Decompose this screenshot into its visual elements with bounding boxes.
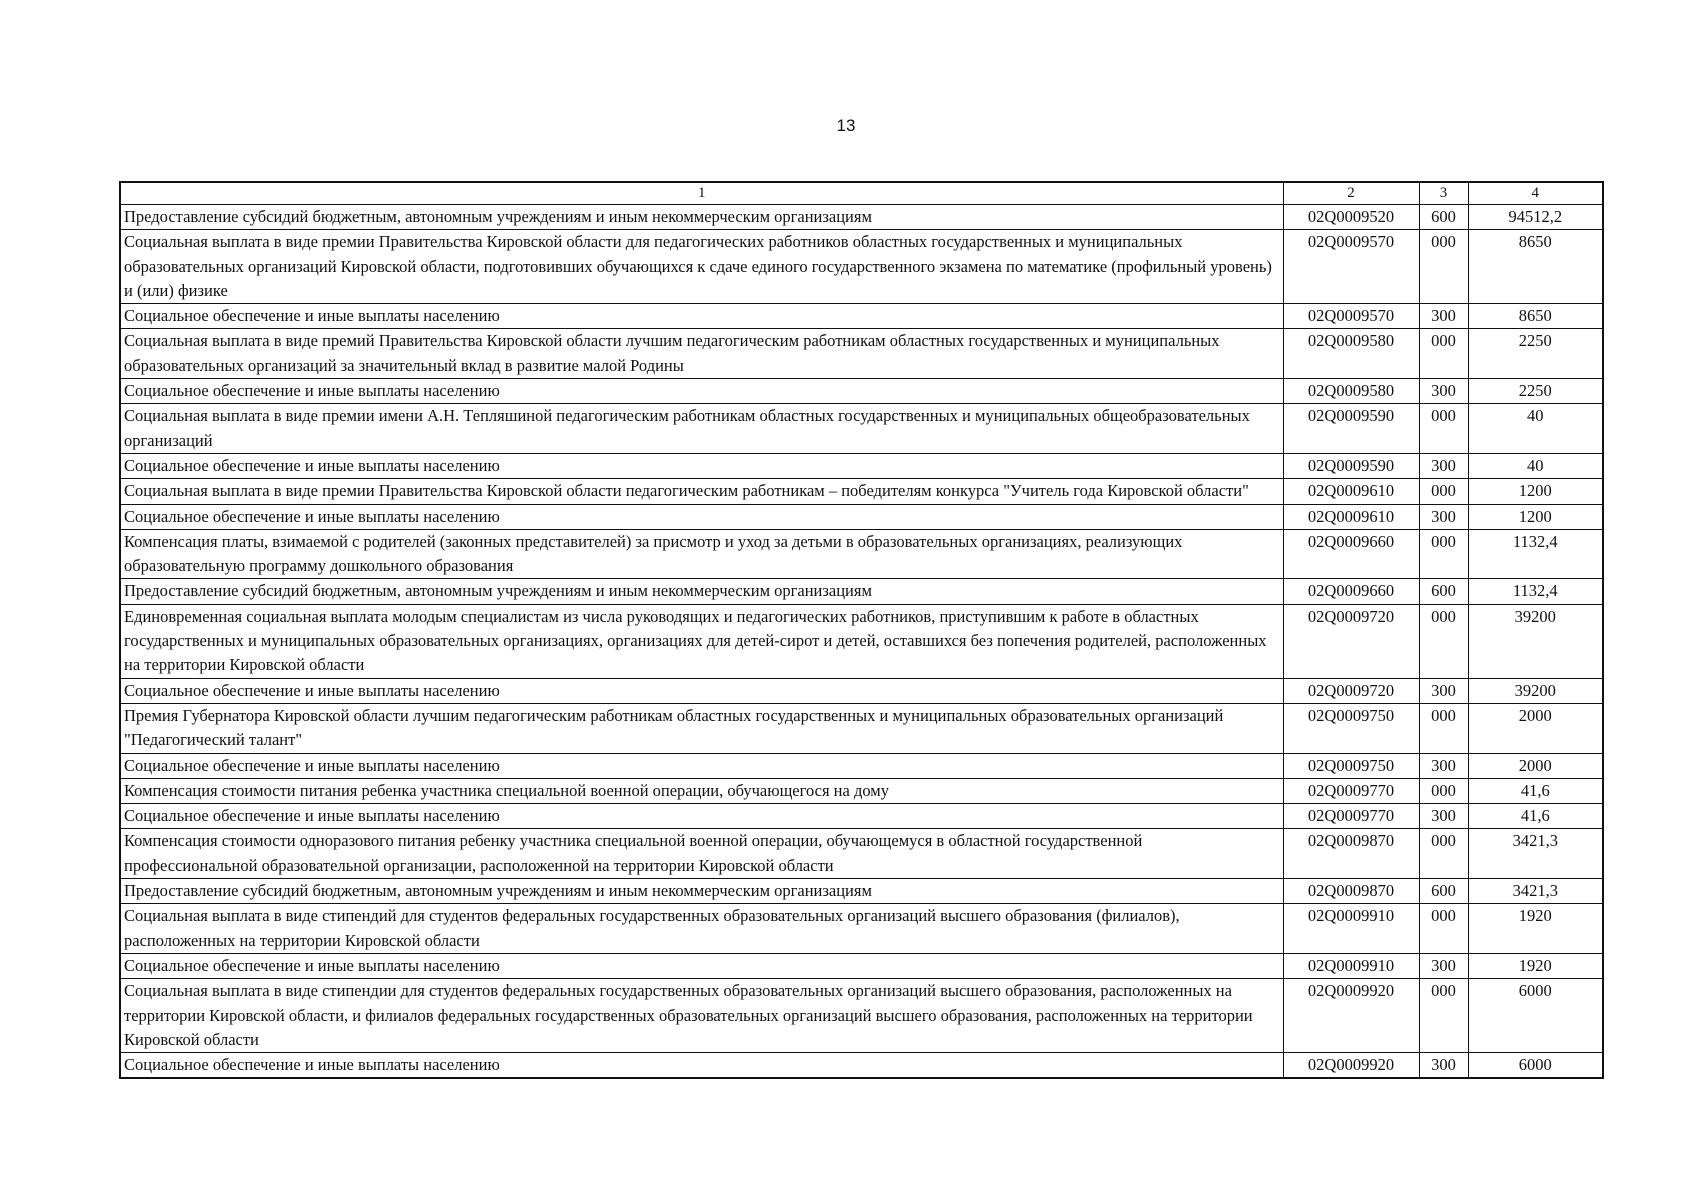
page-number: 13 [836, 116, 856, 135]
table-row [120, 304, 1603, 329]
row-code-cell: 02Q0009570 [1283, 304, 1419, 329]
row-code-cell: 02Q0009660 [1283, 529, 1419, 579]
table-body [120, 205, 1603, 1079]
row-amount-cell: 6000 [1468, 979, 1603, 1053]
row-type-cell: 300 [1419, 804, 1468, 829]
row-type-cell: 000 [1419, 703, 1468, 753]
table-row [120, 504, 1603, 529]
row-name-cell: Предоставление субсидий бюджетным, автономным учреждениям и иным некоммерческим организациям [120, 879, 1283, 904]
table-row [120, 230, 1603, 304]
row-name-cell: Социальное обеспечение и иные выплаты населению [120, 504, 1283, 529]
header-cell-1: 1 [120, 182, 1283, 205]
row-amount-cell: 2000 [1468, 703, 1603, 753]
row-amount-cell: 1132,4 [1468, 579, 1603, 604]
row-code-cell: 02Q0009910 [1283, 904, 1419, 954]
row-code-cell: 02Q0009720 [1283, 678, 1419, 703]
row-type-cell: 000 [1419, 479, 1468, 504]
row-code-cell: 02Q0009610 [1283, 504, 1419, 529]
row-code-cell: 02Q0009590 [1283, 404, 1419, 454]
row-type-cell: 300 [1419, 953, 1468, 978]
row-name-cell: Компенсация платы, взимаемой с родителей (законных представителей) за присмотр и уход за детьми в образовательных организациях, реализующих образовательную программу дошкольного образования [120, 529, 1283, 579]
row-name-cell: Компенсация стоимости питания ребенка участника специальной военной операции, обучающегося на дому [120, 778, 1283, 803]
table-row [120, 979, 1603, 1053]
row-name-cell: Социальная выплата в виде стипендий для студентов федеральных государственных образовательных организаций высшего образования (филиалов), расположенных на территории Кировской области [120, 904, 1283, 954]
row-name-cell: Социальное обеспечение и иные выплаты населению [120, 304, 1283, 329]
row-type-cell: 300 [1419, 1053, 1468, 1079]
row-name-cell: Социальное обеспечение и иные выплаты населению [120, 1053, 1283, 1079]
row-type-cell: 000 [1419, 604, 1468, 678]
row-code-cell: 02Q0009750 [1283, 753, 1419, 778]
row-code-cell: 02Q0009770 [1283, 778, 1419, 803]
row-amount-cell: 41,6 [1468, 778, 1603, 803]
row-type-cell: 000 [1419, 404, 1468, 454]
table-row [120, 404, 1603, 454]
table-row [120, 329, 1603, 379]
table-row [120, 953, 1603, 978]
header-cell-2: 2 [1283, 182, 1419, 205]
row-name-cell: Социальное обеспечение и иные выплаты населению [120, 379, 1283, 404]
table-row [120, 804, 1603, 829]
row-amount-cell: 8650 [1468, 230, 1603, 304]
row-type-cell: 000 [1419, 829, 1468, 879]
row-type-cell: 000 [1419, 329, 1468, 379]
row-amount-cell: 40 [1468, 404, 1603, 454]
row-type-cell: 300 [1419, 678, 1468, 703]
table-row [120, 1053, 1603, 1079]
row-amount-cell: 39200 [1468, 678, 1603, 703]
row-amount-cell: 6000 [1468, 1053, 1603, 1079]
row-type-cell: 300 [1419, 304, 1468, 329]
row-type-cell: 000 [1419, 230, 1468, 304]
row-amount-cell: 39200 [1468, 604, 1603, 678]
table-row [120, 904, 1603, 954]
row-code-cell: 02Q0009660 [1283, 579, 1419, 604]
row-code-cell: 02Q0009920 [1283, 979, 1419, 1053]
row-name-cell: Социальное обеспечение и иные выплаты населению [120, 453, 1283, 478]
row-amount-cell: 1920 [1468, 904, 1603, 954]
row-code-cell: 02Q0009580 [1283, 379, 1419, 404]
table-row [120, 879, 1603, 904]
row-type-cell: 600 [1419, 879, 1468, 904]
row-type-cell: 300 [1419, 379, 1468, 404]
row-type-cell: 000 [1419, 979, 1468, 1053]
row-amount-cell: 1200 [1468, 479, 1603, 504]
row-amount-cell: 1132,4 [1468, 529, 1603, 579]
row-amount-cell: 41,6 [1468, 804, 1603, 829]
table-row [120, 703, 1603, 753]
table-row [120, 529, 1603, 579]
row-code-cell: 02Q0009920 [1283, 1053, 1419, 1079]
row-code-cell: 02Q0009870 [1283, 879, 1419, 904]
row-code-cell: 02Q0009580 [1283, 329, 1419, 379]
table-row [120, 753, 1603, 778]
row-code-cell: 02Q0009520 [1283, 205, 1419, 230]
row-amount-cell: 2250 [1468, 379, 1603, 404]
table-row [120, 379, 1603, 404]
row-type-cell: 600 [1419, 205, 1468, 230]
budget-table [119, 181, 1604, 1079]
row-name-cell: Социальная выплата в виде премии Правительства Кировской области педагогическим работникам – победителям конкурса "Учитель года Кировской области" [120, 479, 1283, 504]
row-amount-cell: 1920 [1468, 953, 1603, 978]
row-name-cell: Социальное обеспечение и иные выплаты населению [120, 678, 1283, 703]
table-row [120, 604, 1603, 678]
row-type-cell: 000 [1419, 529, 1468, 579]
row-type-cell: 300 [1419, 753, 1468, 778]
row-code-cell: 02Q0009590 [1283, 453, 1419, 478]
row-code-cell: 02Q0009750 [1283, 703, 1419, 753]
table-row [120, 678, 1603, 703]
header-cell-4: 4 [1468, 182, 1603, 205]
row-amount-cell: 3421,3 [1468, 879, 1603, 904]
row-name-cell: Премия Губернатора Кировской области лучшим педагогическим работникам областных государственных и муниципальных образовательных организаций "Педагогический талант" [120, 703, 1283, 753]
row-code-cell: 02Q0009870 [1283, 829, 1419, 879]
table-header-row [120, 182, 1603, 205]
row-name-cell: Компенсация стоимости одноразового питания ребенку участника специальной военной операции, обучающемуся в областной государственной профессиональной образовательной организации, расположенной на территории Кировской области [120, 829, 1283, 879]
row-amount-cell: 40 [1468, 453, 1603, 478]
row-name-cell: Социальное обеспечение и иные выплаты населению [120, 753, 1283, 778]
row-name-cell: Предоставление субсидий бюджетным, автономным учреждениям и иным некоммерческим организациям [120, 579, 1283, 604]
row-name-cell: Социальное обеспечение и иные выплаты населению [120, 804, 1283, 829]
row-name-cell: Социальное обеспечение и иные выплаты населению [120, 953, 1283, 978]
row-name-cell: Социальная выплата в виде премии Правительства Кировской области для педагогических работников областных государственных и муниципальных образовательных организаций Кировской области, подготовивших обучающихся к сдаче единого государственного экзамена по математике (профильный уровень) и (или) физике [120, 230, 1283, 304]
row-type-cell: 300 [1419, 504, 1468, 529]
row-amount-cell: 2250 [1468, 329, 1603, 379]
table-row [120, 829, 1603, 879]
row-code-cell: 02Q0009720 [1283, 604, 1419, 678]
row-amount-cell: 8650 [1468, 304, 1603, 329]
row-amount-cell: 2000 [1468, 753, 1603, 778]
row-type-cell: 600 [1419, 579, 1468, 604]
row-name-cell: Социальная выплата в виде премий Правительства Кировской области лучшим педагогическим работникам областных государственных и муниципальных образовательных организаций за значительный вклад в развитие малой Родины [120, 329, 1283, 379]
row-name-cell: Социальная выплата в виде стипендии для студентов федеральных государственных образовательных организаций высшего образования, расположенных на территории Кировской области, и филиалов федеральных государственных образовательных организаций высшего образования, расположенных на территории Кировской области [120, 979, 1283, 1053]
row-type-cell: 000 [1419, 778, 1468, 803]
row-amount-cell: 1200 [1468, 504, 1603, 529]
row-type-cell: 300 [1419, 453, 1468, 478]
row-name-cell: Социальная выплата в виде премии имени А.Н. Тепляшиной педагогическим работникам областных государственных и муниципальных общеобразовательных организаций [120, 404, 1283, 454]
table-row [120, 453, 1603, 478]
row-name-cell: Единовременная социальная выплата молодым специалистам из числа руководящих и педагогических работников, приступившим к работе в областных государственных и муниципальных образовательных организациях, организациях для детей-сирот и детей, оставшихся без попечения родителей, расположенных на территории Кировской области [120, 604, 1283, 678]
row-name-cell: Предоставление субсидий бюджетным, автономным учреждениям и иным некоммерческим организациям [120, 205, 1283, 230]
row-code-cell: 02Q0009910 [1283, 953, 1419, 978]
table-row [120, 579, 1603, 604]
row-code-cell: 02Q0009610 [1283, 479, 1419, 504]
row-type-cell: 000 [1419, 904, 1468, 954]
table-row [120, 778, 1603, 803]
row-code-cell: 02Q0009570 [1283, 230, 1419, 304]
header-cell-3: 3 [1419, 182, 1468, 205]
row-amount-cell: 3421,3 [1468, 829, 1603, 879]
table-row [120, 479, 1603, 504]
row-code-cell: 02Q0009770 [1283, 804, 1419, 829]
row-amount-cell: 94512,2 [1468, 205, 1603, 230]
table-row [120, 205, 1603, 230]
